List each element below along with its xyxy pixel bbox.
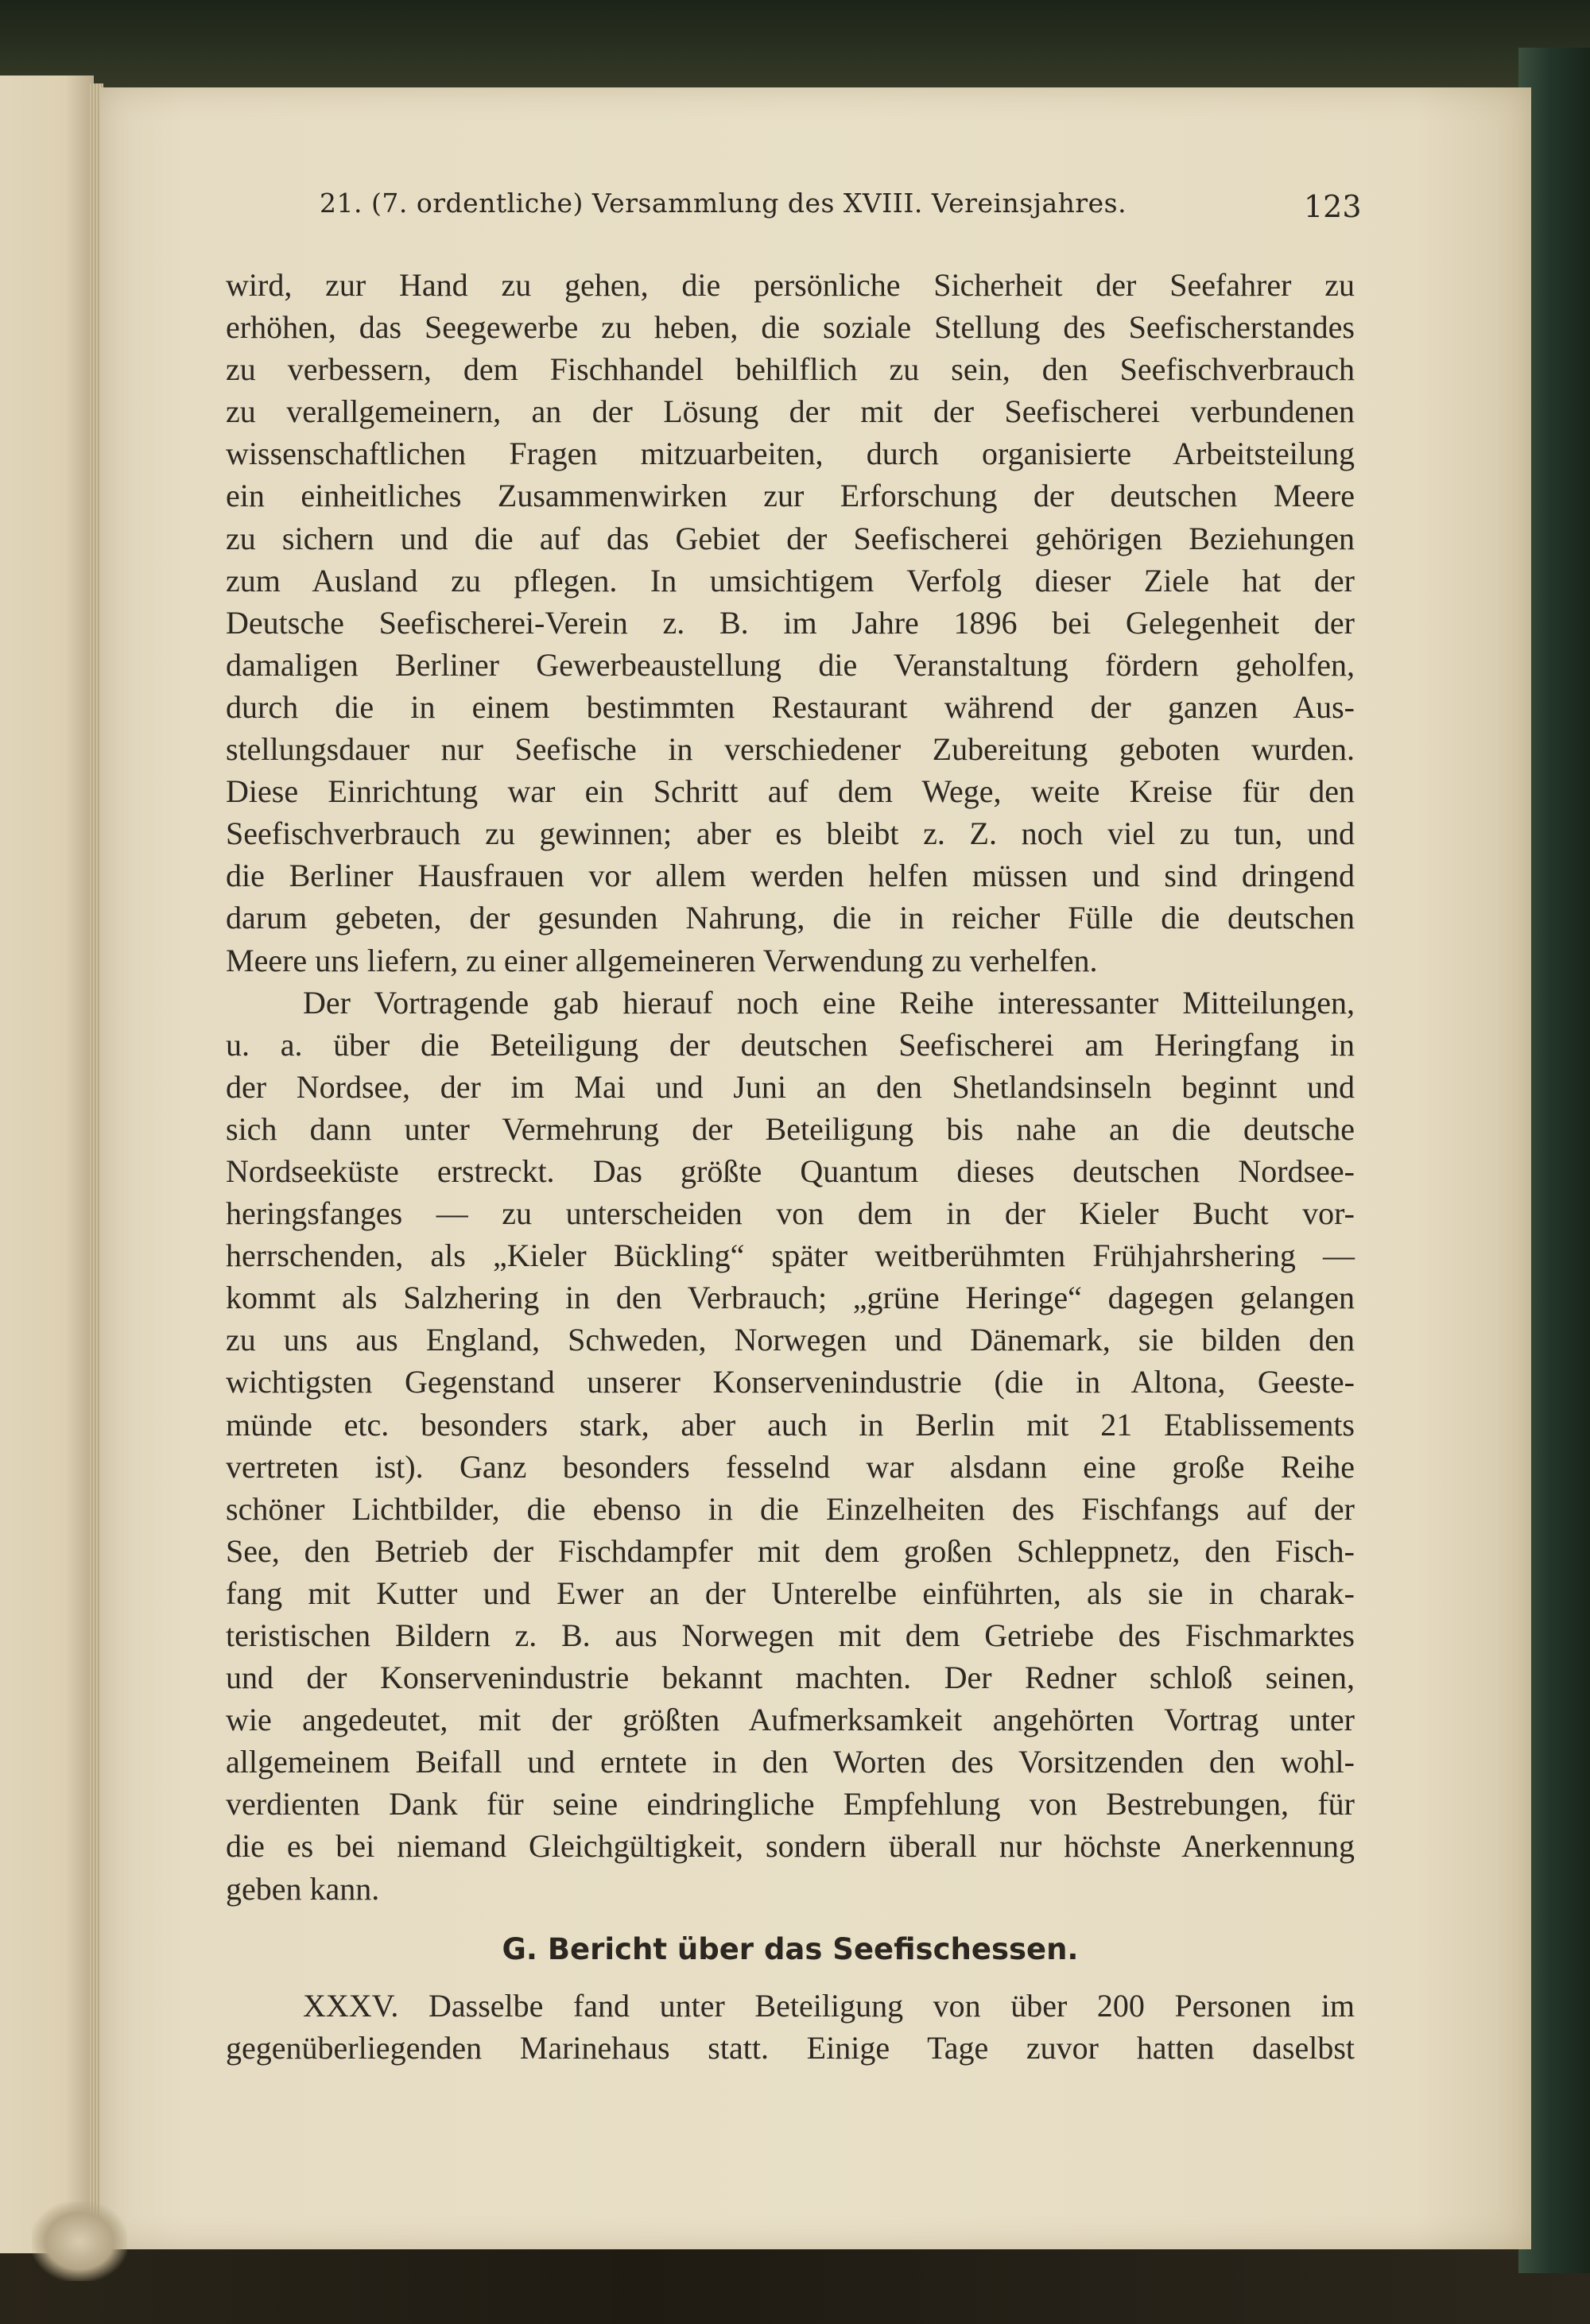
text-line: münde etc. besonders stark, aber auch in Berlin mit 21 Etablissements [226, 1406, 1355, 1443]
facing-page-edge [0, 76, 94, 2253]
text-line: wissenschaftlichen Fragen mitzuarbeiten, durch organisierte Arbeitsteilung [226, 436, 1355, 472]
text-line: XXXV. Dasselbe fand unter Beteiligung von über 200 Personen im [303, 1988, 1355, 2024]
text-line: gegenüberliegenden Marinehaus statt. Einige Tage zuvor hatten daselbst [226, 2030, 1355, 2066]
text-line: Meere uns liefern, zu einer allgemeineren Verwendung zu verhelfen. [226, 942, 1098, 978]
text-line: wird, zur Hand zu gehen, die persönliche Sicherheit der Seefahrer zu [226, 267, 1355, 303]
text-line: zu verallgemeinern, an der Lösung der mit der Seefischerei verbundenen [226, 393, 1355, 430]
text-line: damaligen Berliner Gewerbeaustellung die Veranstaltung fördern geholfen, [226, 646, 1355, 683]
running-head [320, 188, 1353, 227]
text-line: fang mit Kutter und Ewer an der Unterelbe einführten, als sie in charak- [226, 1575, 1355, 1611]
page-number: 123 [1304, 189, 1362, 224]
text-line: erhöhen, das Seegewerbe zu heben, die soziale Stellung des Seefischerstandes [226, 309, 1355, 346]
text-line: die Berliner Hausfrauen vor allem werden helfen müssen und sind dringend [226, 858, 1355, 894]
text-line: durch die in einem bestimmten Restaurant während der ganzen Aus- [226, 688, 1355, 725]
text-line: darum gebeten, der gesunden Nahrung, die in reicher Fülle die deutschen [226, 900, 1355, 936]
text-line: stellungsdauer nur Seefische in verschiedener Zubereitung geboten wurden. [226, 731, 1355, 768]
paragraph [226, 982, 1355, 1910]
text-line: teristischen Bildern z. B. aus Norwegen mit dem Getriebe des Fischmarktes [226, 1617, 1355, 1653]
text-line: schöner Lichtbilder, die ebenso in die Einzelheiten des Fischfangs auf der [226, 1490, 1355, 1527]
text-line: zu verbessern, dem Fischhandel behilflich zu sein, den Seefischverbrauch [226, 351, 1355, 388]
text-line: und der Konservenindustrie bekannt machten. Der Redner schloß seinen, [226, 1660, 1355, 1696]
text-line: zu sichern und die auf das Gebiet der Seefischerei gehörigen Beziehungen [226, 520, 1355, 556]
text-line: Nordseeküste erstreckt. Das größte Quantum dieses deutschen Nordsee- [226, 1152, 1355, 1189]
body-text [226, 264, 1355, 1910]
text-line: zum Ausland zu pflegen. In umsichtigem Verfolg dieser Ziele hat der [226, 562, 1355, 598]
text-line: geben kann. [226, 1870, 380, 1907]
section-heading: G. Bericht über das Seefischessen. [502, 1932, 1079, 1966]
text-line: der Nordsee, der im Mai und Juni an den Shetlandsinseln beginnt und [226, 1068, 1355, 1105]
text-line: Der Vortragende gab hierauf noch eine Reihe interessanter Mitteilungen, [303, 984, 1355, 1021]
book-cover-top [0, 0, 1590, 99]
text-line: kommt als Salzhering in den Verbrauch; „grüne Heringe“ dagegen gelangen [226, 1280, 1355, 1316]
text-line: u. a. über die Beteiligung der deutschen Seefischerei am Heringfang in [226, 1026, 1355, 1063]
text-line: wichtigsten Gegenstand unserer Konservenindustrie (die in Altona, Geeste- [226, 1364, 1355, 1400]
text-line: allgemeinem Beifall und erntete in den Worten des Vorsitzenden den wohl- [226, 1744, 1355, 1780]
text-line: Seefischverbrauch zu gewinnen; aber es bleibt z. Z. noch viel zu tun, und [226, 815, 1355, 852]
text-line: sich dann unter Vermehrung der Beteiligung bis nahe an die deutsche [226, 1110, 1355, 1147]
bookmark-tassel [32, 2202, 127, 2281]
section-text [226, 1985, 1355, 2069]
text-line: vertreten ist). Ganz besonders fesselnd war alsdann eine große Reihe [226, 1448, 1355, 1485]
text-line: See, den Betrieb der Fischdampfer mit dem großen Schleppnetz, den Fisch- [226, 1532, 1355, 1569]
text-line: die es bei niemand Gleichgültigkeit, sondern überall nur höchste Anerkennung [226, 1828, 1355, 1865]
text-line: Diese Einrichtung war ein Schritt auf dem Wege, weite Kreise für den [226, 773, 1355, 810]
text-line: verdienten Dank für seine eindringliche Empfehlung von Bestrebungen, für [226, 1786, 1355, 1822]
text-line: zu uns aus England, Schweden, Norwegen und Dänemark, sie bilden den [226, 1322, 1355, 1358]
paragraph [226, 264, 1355, 982]
text-line: heringsfanges — zu unterscheiden von dem in der Kieler Bucht vor- [226, 1195, 1355, 1232]
running-title: 21. (7. ordentliche) Versammlung des XVIII. Vereinsjahres. [320, 188, 1127, 219]
text-line: wie angedeutet, mit der größten Aufmerksamkeit angehörten Vortrag unter [226, 1702, 1355, 1738]
text-line: ein einheitliches Zusammenwirken zur Erforschung der deutschen Meere [226, 478, 1355, 514]
text-line: Deutsche Seefischerei-Verein z. B. im Jahre 1896 bei Gelegenheit der [226, 604, 1355, 641]
text-line: herrschenden, als „Kieler Bückling“ später weitberühmten Frühjahrshering — [226, 1238, 1355, 1274]
